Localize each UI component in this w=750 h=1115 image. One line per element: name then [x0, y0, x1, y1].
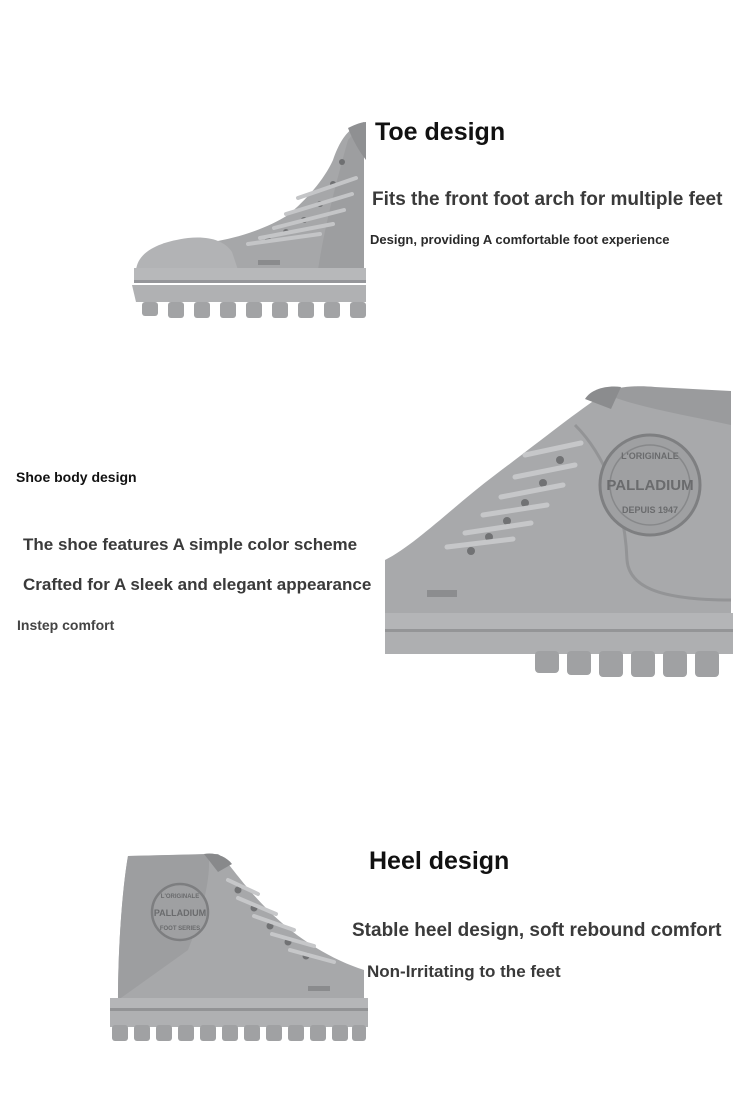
- toe-line-1: Fits the front foot arch for multiple feet: [372, 189, 723, 210]
- heel-shoe-image: [108, 850, 370, 1045]
- body-line-1: The shoe features A simple color scheme: [23, 535, 358, 554]
- body-badge-top: L'ORIGINALE: [621, 451, 679, 461]
- heel-line-1: Stable heel design, soft rebound comfort: [352, 920, 722, 941]
- heel-title: Heel design: [369, 847, 510, 875]
- body-line-3: Instep comfort: [17, 617, 115, 633]
- heel-badge-bottom: FOOT SERIES: [159, 926, 201, 932]
- heel-badge-top: L'ORIGINALE: [160, 894, 200, 900]
- body-badge-bottom: DEPUIS 1947: [621, 505, 679, 515]
- heel-line-2: Non-Irritating to the feet: [367, 962, 561, 981]
- body-badge-mid: PALLADIUM: [606, 477, 694, 494]
- body-line-2: Crafted for A sleek and elegant appearance: [23, 575, 372, 594]
- toe-title: Toe design: [375, 118, 506, 146]
- toe-shoe-image: [128, 120, 368, 325]
- body-title: Shoe body design: [16, 469, 137, 485]
- toe-line-2: Design, providing A comfortable foot experience: [370, 232, 670, 247]
- body-shoe-image: [385, 385, 733, 683]
- heel-badge-mid: PALLADIUM: [153, 908, 207, 918]
